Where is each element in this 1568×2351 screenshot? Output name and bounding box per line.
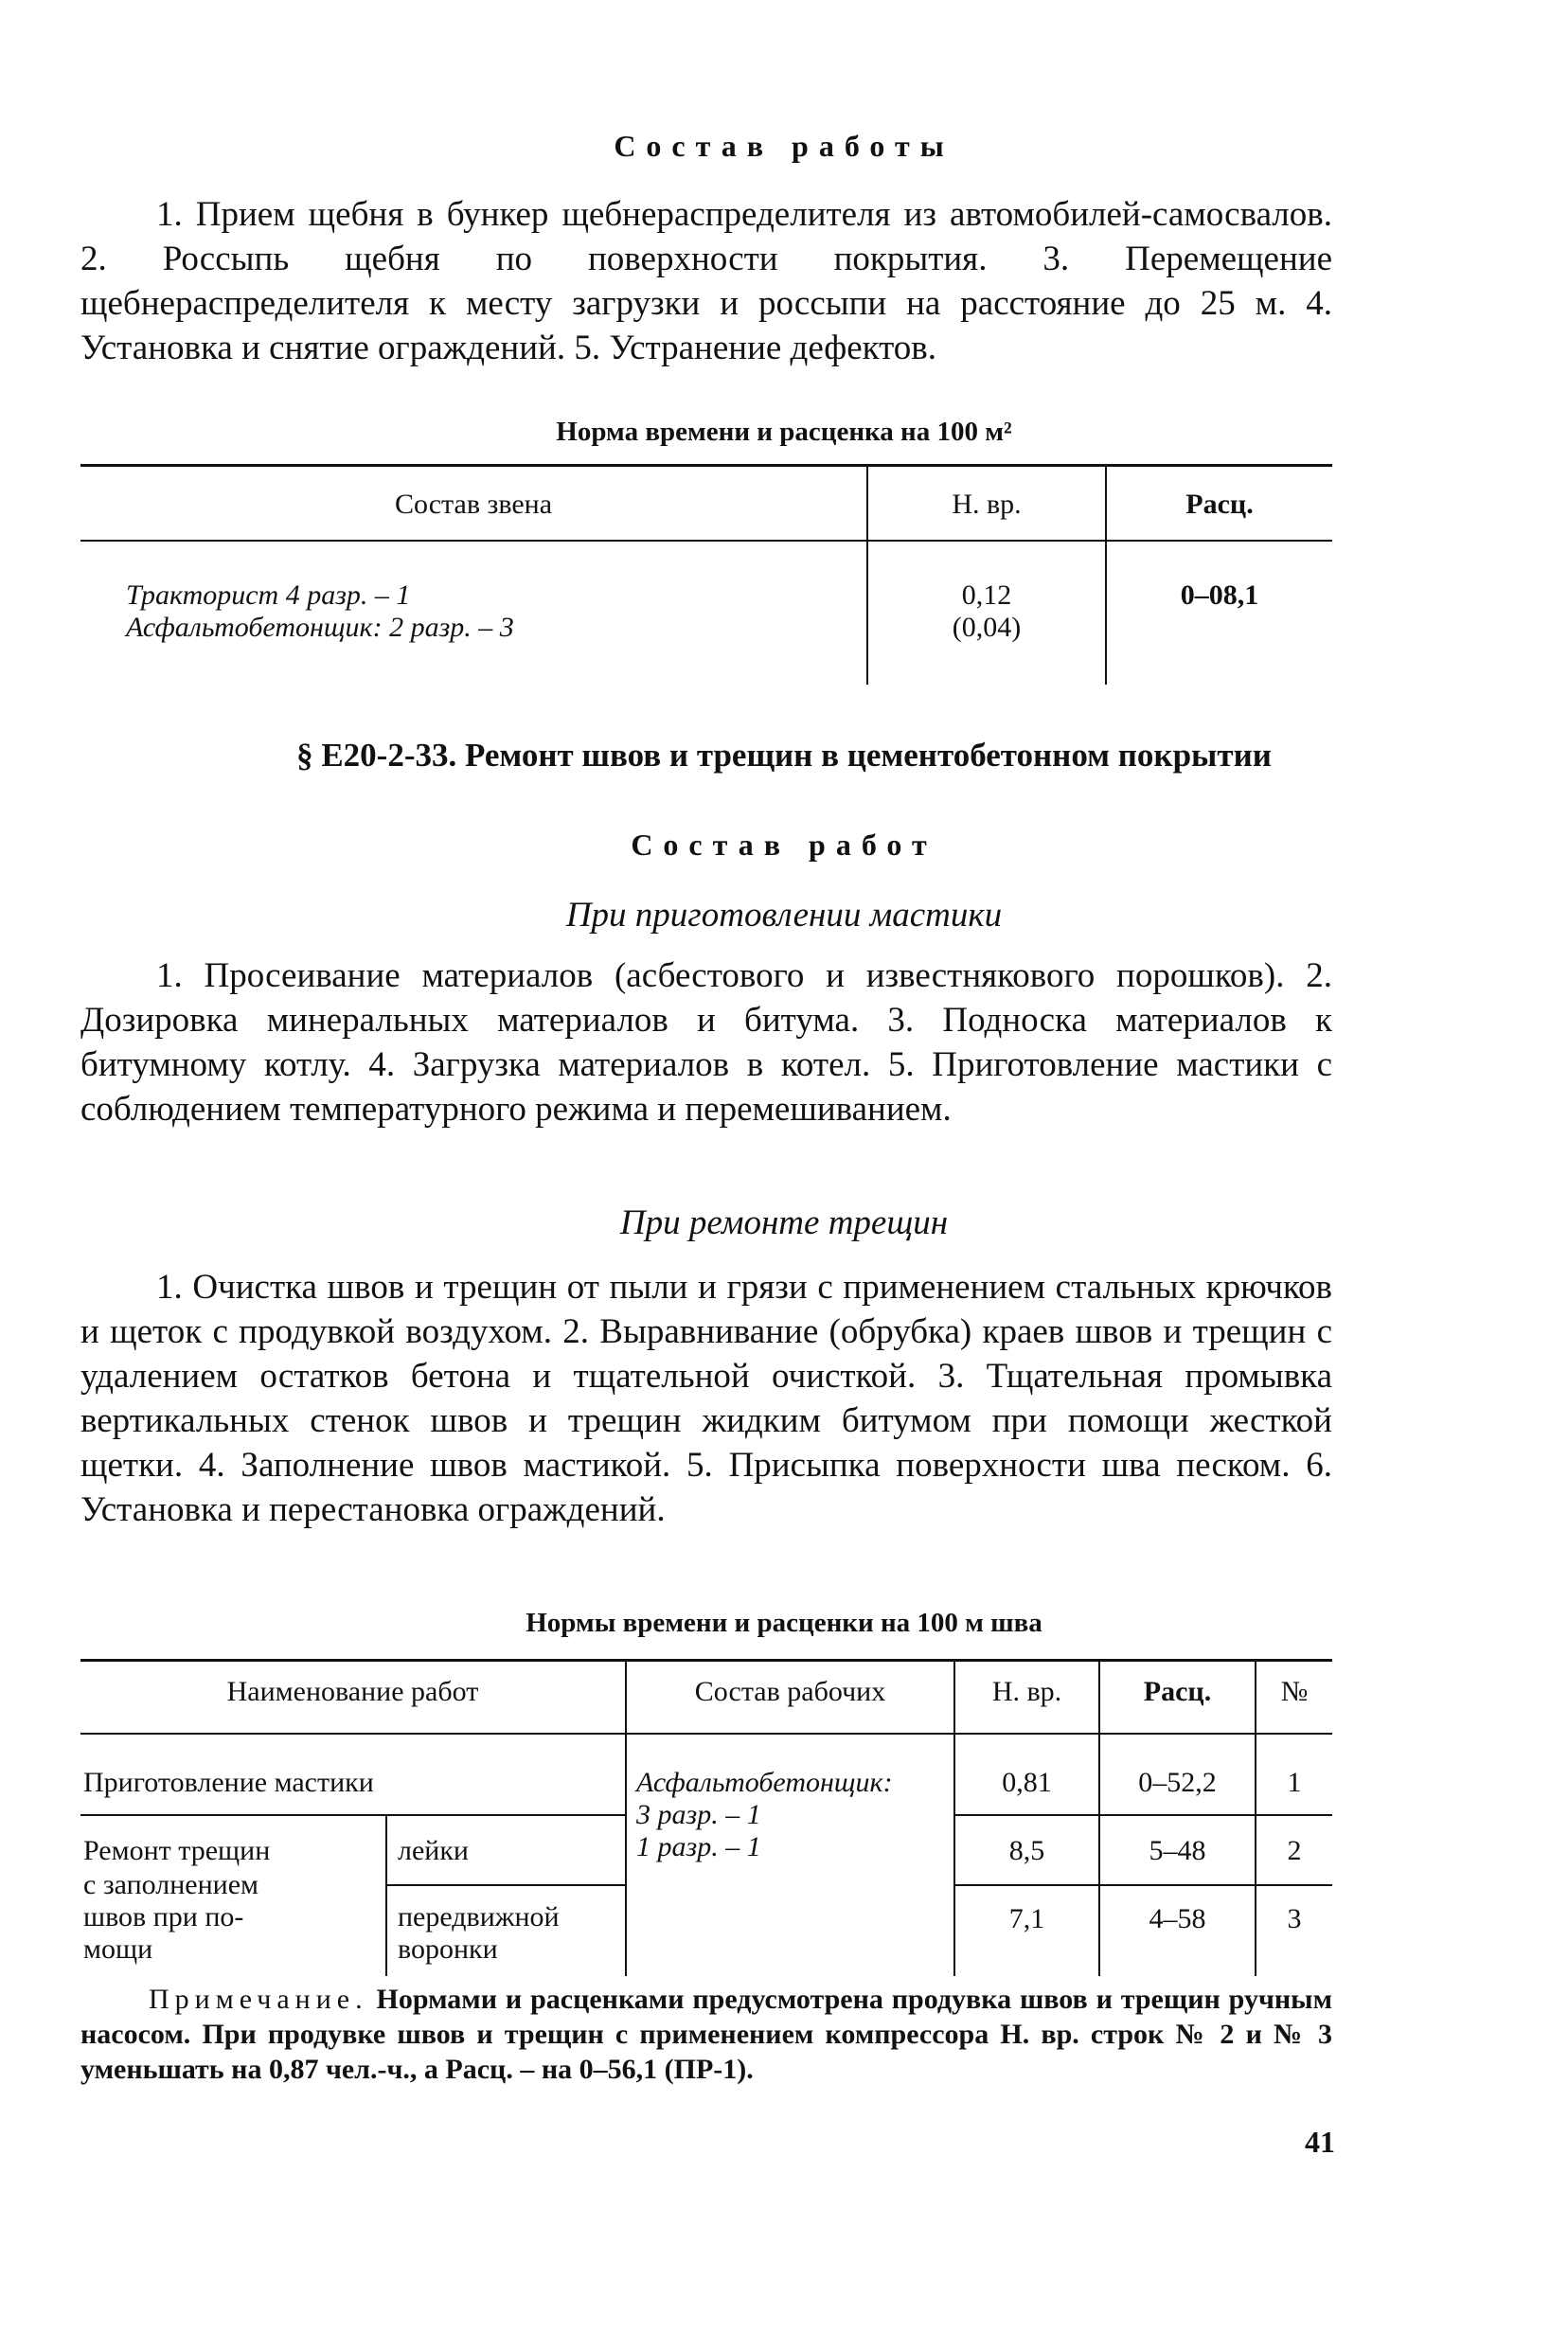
table1-header-rule (80, 540, 1332, 542)
table2-header-norm: Н. вр. (991, 1676, 1062, 1707)
table1-rate-value: 0–08,1 (1180, 579, 1259, 611)
subsection-cracks-title: При ремонте трещин (619, 1203, 949, 1242)
table2-row1-norm: 0,81 (1002, 1767, 1052, 1798)
subsection-mastic-title: При приготовлении мастики (565, 896, 1003, 935)
table2-workers-line: Асфальтобетонщик: (636, 1767, 893, 1798)
table1-header-rate: Расц. (1185, 489, 1254, 520)
table1-top-rule (80, 464, 1332, 467)
table2-subcol-divider (385, 1814, 387, 1976)
note-text: Нормами и расценками предусмотрена продувка швов и трещин ручным насосом. При продувке швов и трещин с применением компрессора Н. вр. строк № 2 и № 3 уменьшать на 0,87 чел.-ч., а Расц. – на 0–56,1 (ПР-1). (80, 1984, 1333, 2085)
table2-row2-rate: 5–48 (1149, 1835, 1206, 1866)
table2-group-name-line: швов при по- (83, 1901, 244, 1932)
table2-group-name-line: мощи (83, 1933, 153, 1965)
table2-row1-number: 1 (1287, 1767, 1302, 1798)
table1-crew-line: Асфальтобетонщик: 2 разр. – 3 (126, 612, 514, 643)
table2-row3-subname-line: передвижной (398, 1901, 560, 1932)
table1-crew-line: Тракторист 4 разр. – 1 (126, 579, 411, 611)
table2-row3-subname-line: воронки (398, 1933, 498, 1965)
table1-norm-value: 0,12 (961, 579, 1012, 611)
table2-row-rule (953, 1884, 1332, 1886)
table2-group-name-line: с заполнением (83, 1869, 258, 1900)
note-label: Примечание. (149, 1984, 368, 2015)
section-heading: § Е20-2-33. Ремонт швов и трещин в цементобетонном покрытии (296, 737, 1272, 774)
table2-row2-norm: 8,5 (1008, 1835, 1045, 1866)
works-composition-title: Состав работ (631, 828, 937, 862)
table2-row-rule (385, 1884, 625, 1886)
table2-header-rate: Расц. (1143, 1676, 1212, 1707)
table1-caption: Норма времени и расценка на 100 м² (556, 417, 1012, 447)
table2-row3-number: 3 (1287, 1903, 1302, 1934)
table2-top-rule (80, 1659, 1332, 1662)
table2-row1-name: Приготовление мастики (83, 1767, 374, 1798)
table2-row1-rate: 0–52,2 (1138, 1767, 1217, 1798)
table2-workers-line: 3 разр. – 1 (636, 1799, 761, 1830)
table2-row3-norm: 7,1 (1008, 1903, 1045, 1934)
table2-workers-line: 1 разр. – 1 (636, 1831, 761, 1862)
page-number: 41 (1305, 2125, 1335, 2159)
table2-header-name: Наименование работ (226, 1676, 479, 1707)
table2-row2-number: 2 (1287, 1835, 1302, 1866)
table2-row2-subname: лейки (398, 1835, 469, 1866)
work-composition-title: Состав работы (614, 129, 954, 163)
table2-row-rule (953, 1814, 1332, 1816)
table1-header-crew: Состав звена (394, 489, 553, 520)
table1-norm-value: (0,04) (952, 612, 1022, 643)
table-note (80, 1982, 1332, 2087)
table2-group-name-line: Ремонт трещин (83, 1835, 271, 1866)
table2-row-rule (80, 1814, 625, 1816)
table2-header-number: № (1280, 1676, 1309, 1707)
table2-header-workers: Состав рабочих (694, 1676, 886, 1707)
mastic-paragraph: 1. Просеивание материалов (асбестового и известнякового порошков). 2. Дозировка минеральных материалов и битума. 3. Подноска материалов к битумному котлу. 4. Загрузка материалов в котел. 5. Приготовление мастики с соблюдением температурного режима и перемешиванием. (80, 956, 1332, 1129)
table1-header-norm: Н. вр. (952, 489, 1022, 520)
table2-header-rule (80, 1733, 1332, 1735)
cracks-paragraph: 1. Очистка швов и трещин от пыли и грязи с применением стальных крючков и щеток с продувкой воздухом. 2. Выравнивание (обрубка) краев швов и трещин с удалением остатков бетона и тщательной очисткой. 3. Тщательная промывка вертикальных стенок швов и трещин жидким битумом при помощи жесткой щетки. 4. Заполнение швов мастикой. 5. Присыпка поверхности шва песком. 6. Установка и перестановка ограждений. (80, 1268, 1332, 1529)
table2-row3-rate: 4–58 (1149, 1903, 1206, 1934)
work-composition-paragraph: 1. Прием щебня в бункер щебнераспределителя из автомобилей-самосвалов. 2. Россыпь щебня по поверхности покрытия. 3. Перемещение щебнераспределителя к месту загрузки и россыпи на расстояние до 25 м. 4. Установка и снятие ограждений. 5. Устранение дефектов. (80, 195, 1332, 367)
table2-caption: Нормы времени и расценки на 100 м шва (526, 1608, 1042, 1638)
